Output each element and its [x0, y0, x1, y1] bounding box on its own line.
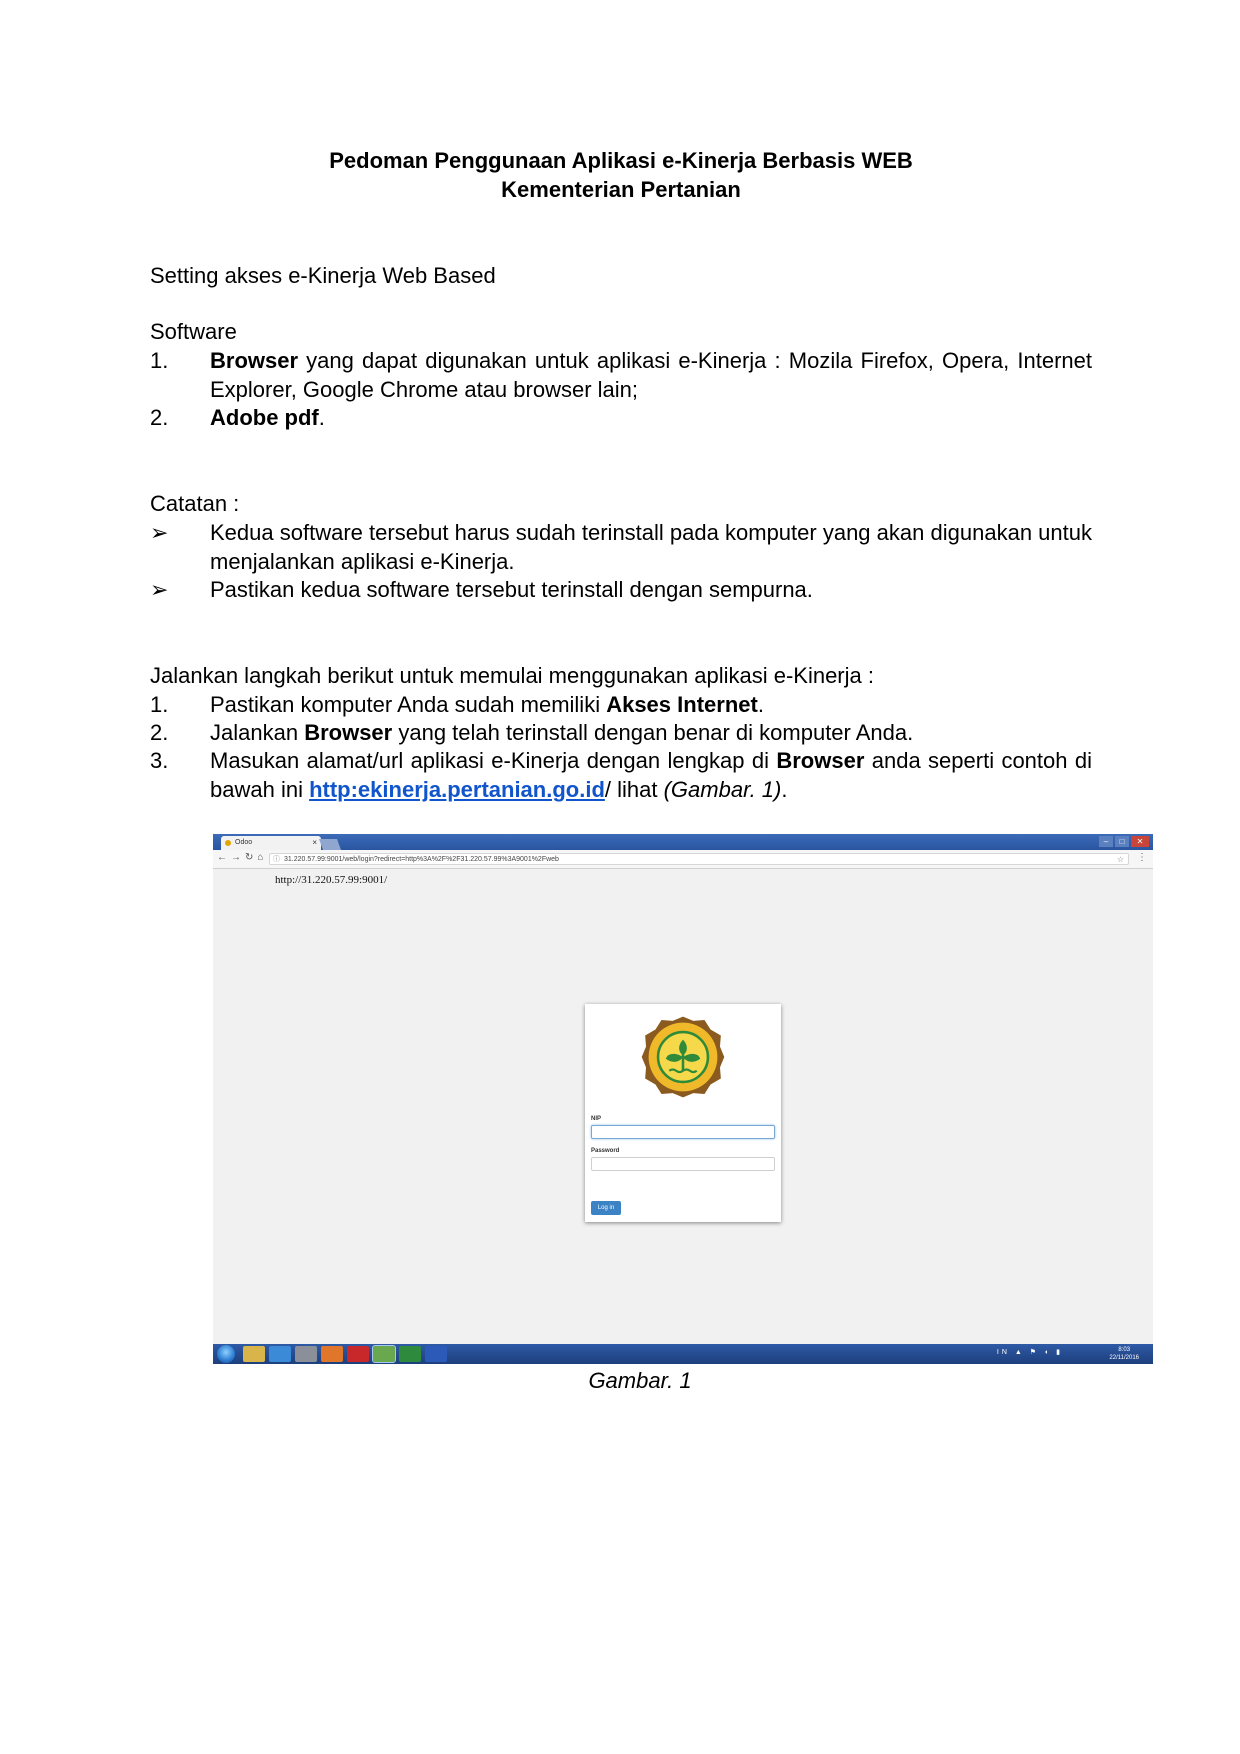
taskbar-clock[interactable]: [1109, 1346, 1139, 1362]
page-url-text: http://31.220.57.99:9001/: [275, 874, 388, 886]
language-indicator[interactable]: IN: [996, 1349, 1010, 1356]
arrow-bullet-icon: ➢: [150, 520, 169, 545]
list-number: 1.: [150, 348, 169, 373]
firefox-taskbar-icon[interactable]: [321, 1346, 343, 1362]
figure-caption: Gambar. 1: [588, 1368, 692, 1393]
explorer-taskbar-icon[interactable]: [243, 1346, 265, 1362]
internet-explorer-taskbar-icon[interactable]: [269, 1346, 291, 1362]
minimize-icon[interactable]: –: [1099, 836, 1113, 847]
chrome-taskbar-icon[interactable]: [373, 1346, 395, 1362]
reload-icon[interactable]: ↻: [245, 852, 258, 863]
bold-term: Browser: [776, 748, 865, 773]
document-subtitle: Kementerian Pertanian: [501, 177, 741, 202]
opera-taskbar-icon[interactable]: [347, 1346, 369, 1362]
software-item-1: [150, 346, 1092, 404]
info-icon: ⓘ: [273, 856, 280, 863]
list-number: 2.: [150, 405, 169, 430]
software-item-2: [150, 403, 1092, 432]
list-number: 1.: [150, 692, 169, 717]
item-text: Pastikan kedua software tersebut terinstall dengan sempurna.: [210, 577, 813, 602]
navigation-icons: [217, 852, 267, 863]
item-text: Jalankan: [210, 720, 305, 745]
tab-close-icon[interactable]: ×: [312, 838, 317, 847]
note-item-2: [150, 575, 1092, 604]
item-text: .: [781, 777, 788, 802]
bookmark-star-icon[interactable]: ☆: [1116, 855, 1124, 864]
clock-time: 8:03: [1118, 1347, 1131, 1353]
new-tab-button[interactable]: [319, 839, 341, 850]
browser-tab[interactable]: [221, 836, 321, 850]
media-player-taskbar-icon[interactable]: [295, 1346, 317, 1362]
tab-title: Odoo: [235, 839, 253, 846]
step-item-2: [150, 718, 1092, 747]
step-item-1: [150, 690, 1092, 719]
maximize-icon[interactable]: □: [1115, 836, 1129, 847]
item-text: Kedua software tersebut harus sudah terinstall pada komputer yang akan digunakan untuk menjalankan aplikasi e-Kinerja.: [210, 520, 1092, 574]
windows-taskbar: [213, 1344, 1153, 1364]
notes-heading: Catatan :: [150, 491, 240, 516]
system-tray: IN ▲ ⚑ ◖ ▮: [996, 1349, 1063, 1356]
browser-toolbar: [213, 850, 1153, 869]
figure-reference: (Gambar. 1): [663, 777, 782, 802]
password-input[interactable]: [591, 1157, 775, 1171]
item-text: yang dapat digunakan untuk aplikasi e-Kinerja : Mozila Firefox, Opera, Internet Explorer, Google Chrome atau browser lain;: [210, 348, 1092, 402]
bold-term: Browser: [304, 720, 393, 745]
note-item-1: [150, 518, 1092, 576]
bold-term: Akses Internet: [606, 692, 758, 717]
word-taskbar-icon[interactable]: [425, 1346, 447, 1362]
forward-icon[interactable]: →: [231, 852, 245, 863]
item-text: anda seperti contoh di bawah ini: [210, 748, 1092, 802]
bold-term: Adobe pdf: [210, 405, 319, 430]
intro-text: Setting akses e-Kinerja Web Based: [150, 263, 496, 288]
nip-input[interactable]: [591, 1125, 775, 1139]
item-text: / lihat: [604, 777, 664, 802]
browser-title-bar: [213, 834, 1153, 850]
address-text: 31.220.57.99:9001/web/login?redirect=http%3A%2F%2F31.220.57.99%3A9001%2Fweb: [284, 856, 559, 863]
item-text: Masukan alamat/url aplikasi e-Kinerja dengan lengkap di: [210, 748, 777, 773]
item-text: .: [318, 405, 325, 430]
list-number: 3.: [150, 748, 169, 773]
item-text: Pastikan komputer Anda sudah memiliki: [210, 692, 607, 717]
login-panel: [585, 1004, 781, 1222]
odoo-favicon-icon: [225, 840, 231, 846]
window-controls: [1099, 836, 1149, 847]
item-text: .: [757, 692, 764, 717]
address-bar[interactable]: [269, 853, 1129, 865]
bold-term: Browser: [210, 348, 299, 373]
step-item-3: [150, 746, 1092, 804]
browser-screenshot-figure: [213, 834, 1153, 1364]
list-number: 2.: [150, 720, 169, 745]
software-heading: Software: [150, 319, 237, 344]
nip-label: NIP: [591, 1116, 602, 1122]
document-title: Pedoman Penggunaan Aplikasi e-Kinerja Berbasis WEB: [329, 148, 913, 173]
password-label: Password: [591, 1148, 620, 1154]
start-button-icon[interactable]: [217, 1345, 235, 1363]
home-icon[interactable]: ⌂: [257, 852, 268, 863]
login-button[interactable]: Log in: [591, 1201, 621, 1215]
item-text: yang telah terinstall dengan benar di komputer Anda.: [392, 720, 914, 745]
ekinerja-url-link[interactable]: http:ekinerja.pertanian.go.id: [309, 777, 605, 802]
kementerian-pertanian-logo: [640, 1014, 726, 1100]
excel-taskbar-icon[interactable]: [399, 1346, 421, 1362]
back-icon[interactable]: ←: [217, 852, 231, 863]
steps-heading: Jalankan langkah berikut untuk memulai menggunakan aplikasi e-Kinerja :: [150, 663, 874, 688]
arrow-bullet-icon: ➢: [150, 577, 169, 602]
close-window-icon[interactable]: ✕: [1131, 836, 1149, 847]
browser-menu-icon[interactable]: ⋮: [1137, 852, 1147, 863]
clock-date: 22/11/2016: [1109, 1355, 1139, 1361]
